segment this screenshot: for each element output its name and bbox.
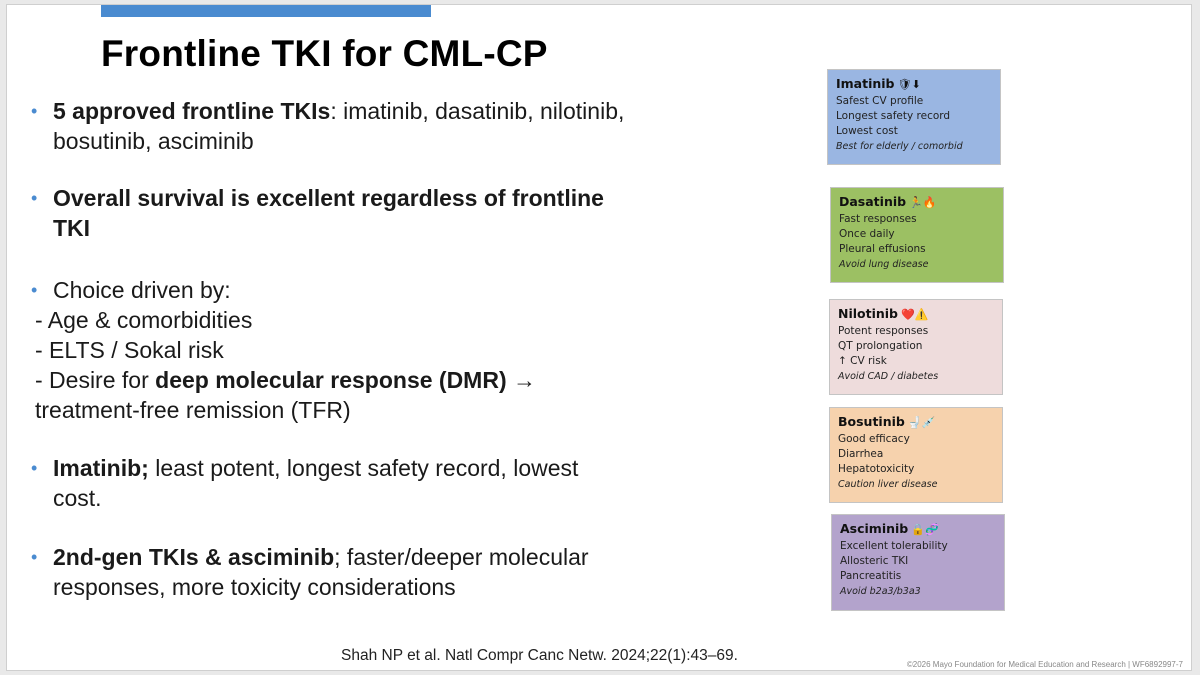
bullet-4-line2: cost. bbox=[53, 485, 102, 511]
bullet-4-bold: Imatinib; bbox=[53, 455, 149, 481]
card-item: Fast responses bbox=[839, 213, 917, 225]
card-item: Lowest cost bbox=[836, 125, 898, 137]
card-title bbox=[838, 414, 994, 429]
drug-card-dasatinib bbox=[830, 187, 1004, 283]
card-item: QT prolongation bbox=[838, 340, 923, 352]
choice-item: - ELTS / Sokal risk bbox=[35, 337, 224, 363]
bullet-2 bbox=[31, 183, 604, 213]
card-name: Nilotinib bbox=[838, 306, 899, 321]
card-item: Longest safety record bbox=[836, 110, 951, 122]
card-item: Potent responses bbox=[838, 325, 929, 337]
bullet-5 bbox=[31, 542, 589, 572]
bullet-1-text: : imatinib, dasatinib, nilotinib, bbox=[330, 98, 625, 124]
bullet-dot-icon: • bbox=[31, 188, 38, 208]
bullet-5-text: ; faster/deeper molecular bbox=[334, 544, 589, 570]
card-note: Avoid CAD / diabetes bbox=[838, 371, 939, 382]
card-name: Asciminib bbox=[840, 521, 909, 536]
card-title bbox=[840, 521, 996, 536]
bullet-3-lead: Choice driven by: bbox=[53, 277, 231, 303]
bullet-1-bold: 5 approved frontline TKIs bbox=[53, 98, 331, 124]
citation: Shah NP et al. Natl Compr Canc Netw. 2024;22(1):43–69. bbox=[341, 647, 738, 664]
lock-icon: 🔒🧬 bbox=[911, 523, 939, 536]
card-item: Pleural effusions bbox=[839, 243, 926, 255]
card-item: ↑ CV risk bbox=[838, 355, 887, 367]
heart-icon: ❤️⚠️ bbox=[901, 308, 929, 321]
dmr-bold: deep molecular response (DMR) → bbox=[155, 367, 536, 393]
card-name: Imatinib bbox=[836, 76, 895, 91]
slide bbox=[6, 4, 1192, 671]
title-accent-bar bbox=[101, 5, 431, 17]
bullet-3 bbox=[31, 275, 231, 305]
bullet-4-text: least potent, longest safety record, lowest bbox=[148, 455, 579, 481]
bullet-dot-icon: • bbox=[31, 458, 38, 478]
card-item: Allosteric TKI bbox=[840, 555, 909, 567]
card-item: Diarrhea bbox=[838, 448, 884, 460]
card-item: Once daily bbox=[839, 228, 895, 240]
bullet-5-line2: responses, more toxicity considerations bbox=[53, 574, 456, 600]
card-note: Caution liver disease bbox=[838, 479, 938, 490]
card-name: Dasatinib bbox=[839, 194, 907, 209]
card-note: Best for elderly / comorbid bbox=[836, 141, 963, 152]
bullet-1-line2: bosutinib, asciminib bbox=[53, 128, 254, 154]
drug-card-asciminib bbox=[831, 514, 1005, 611]
card-name: Bosutinib bbox=[838, 414, 905, 429]
footer-copyright: ©2026 Mayo Foundation for Medical Education and Research | WF6892997-7 bbox=[906, 660, 1183, 669]
drug-card-imatinib bbox=[827, 69, 1001, 165]
toilet-icon: 🚽💉 bbox=[907, 416, 936, 429]
slide-title: Frontline TKI for CML-CP bbox=[101, 33, 548, 74]
card-title bbox=[839, 194, 995, 209]
card-item: Excellent tolerability bbox=[840, 540, 948, 552]
drug-card-nilotinib bbox=[829, 299, 1003, 395]
card-note: Avoid lung disease bbox=[839, 259, 929, 270]
card-title bbox=[838, 306, 994, 321]
card-note: Avoid b2a3/b3a3 bbox=[840, 586, 921, 597]
card-item: Safest CV profile bbox=[836, 95, 924, 107]
bullet-dot-icon: • bbox=[31, 101, 38, 121]
bullet-1 bbox=[31, 96, 625, 126]
choice-item: - Age & comorbidities bbox=[35, 307, 253, 333]
choice-item-dmr bbox=[35, 365, 536, 395]
drug-card-bosutinib bbox=[829, 407, 1003, 503]
bullet-dot-icon: • bbox=[31, 547, 38, 567]
dmr-prefix: - Desire for bbox=[35, 367, 156, 393]
runner-icon: 🏃🔥 bbox=[909, 196, 937, 209]
card-item: Good efficacy bbox=[838, 433, 910, 445]
bullet-4 bbox=[31, 453, 579, 483]
bullet-2-bold-line2: TKI bbox=[53, 215, 91, 241]
bullet-dot-icon: • bbox=[31, 280, 38, 300]
bullet-2-line2 bbox=[53, 213, 90, 243]
card-title bbox=[836, 76, 992, 91]
card-item: Hepatotoxicity bbox=[838, 463, 915, 475]
shield-icon: 🛡⬇ bbox=[897, 78, 921, 91]
bullet-2-bold: Overall survival is excellent regardless of frontline bbox=[53, 185, 604, 211]
card-item: Pancreatitis bbox=[840, 570, 902, 582]
bullet-5-bold: 2nd-gen TKIs & asciminib bbox=[53, 544, 335, 570]
choice-item-dmr-line2: treatment-free remission (TFR) bbox=[35, 397, 351, 423]
